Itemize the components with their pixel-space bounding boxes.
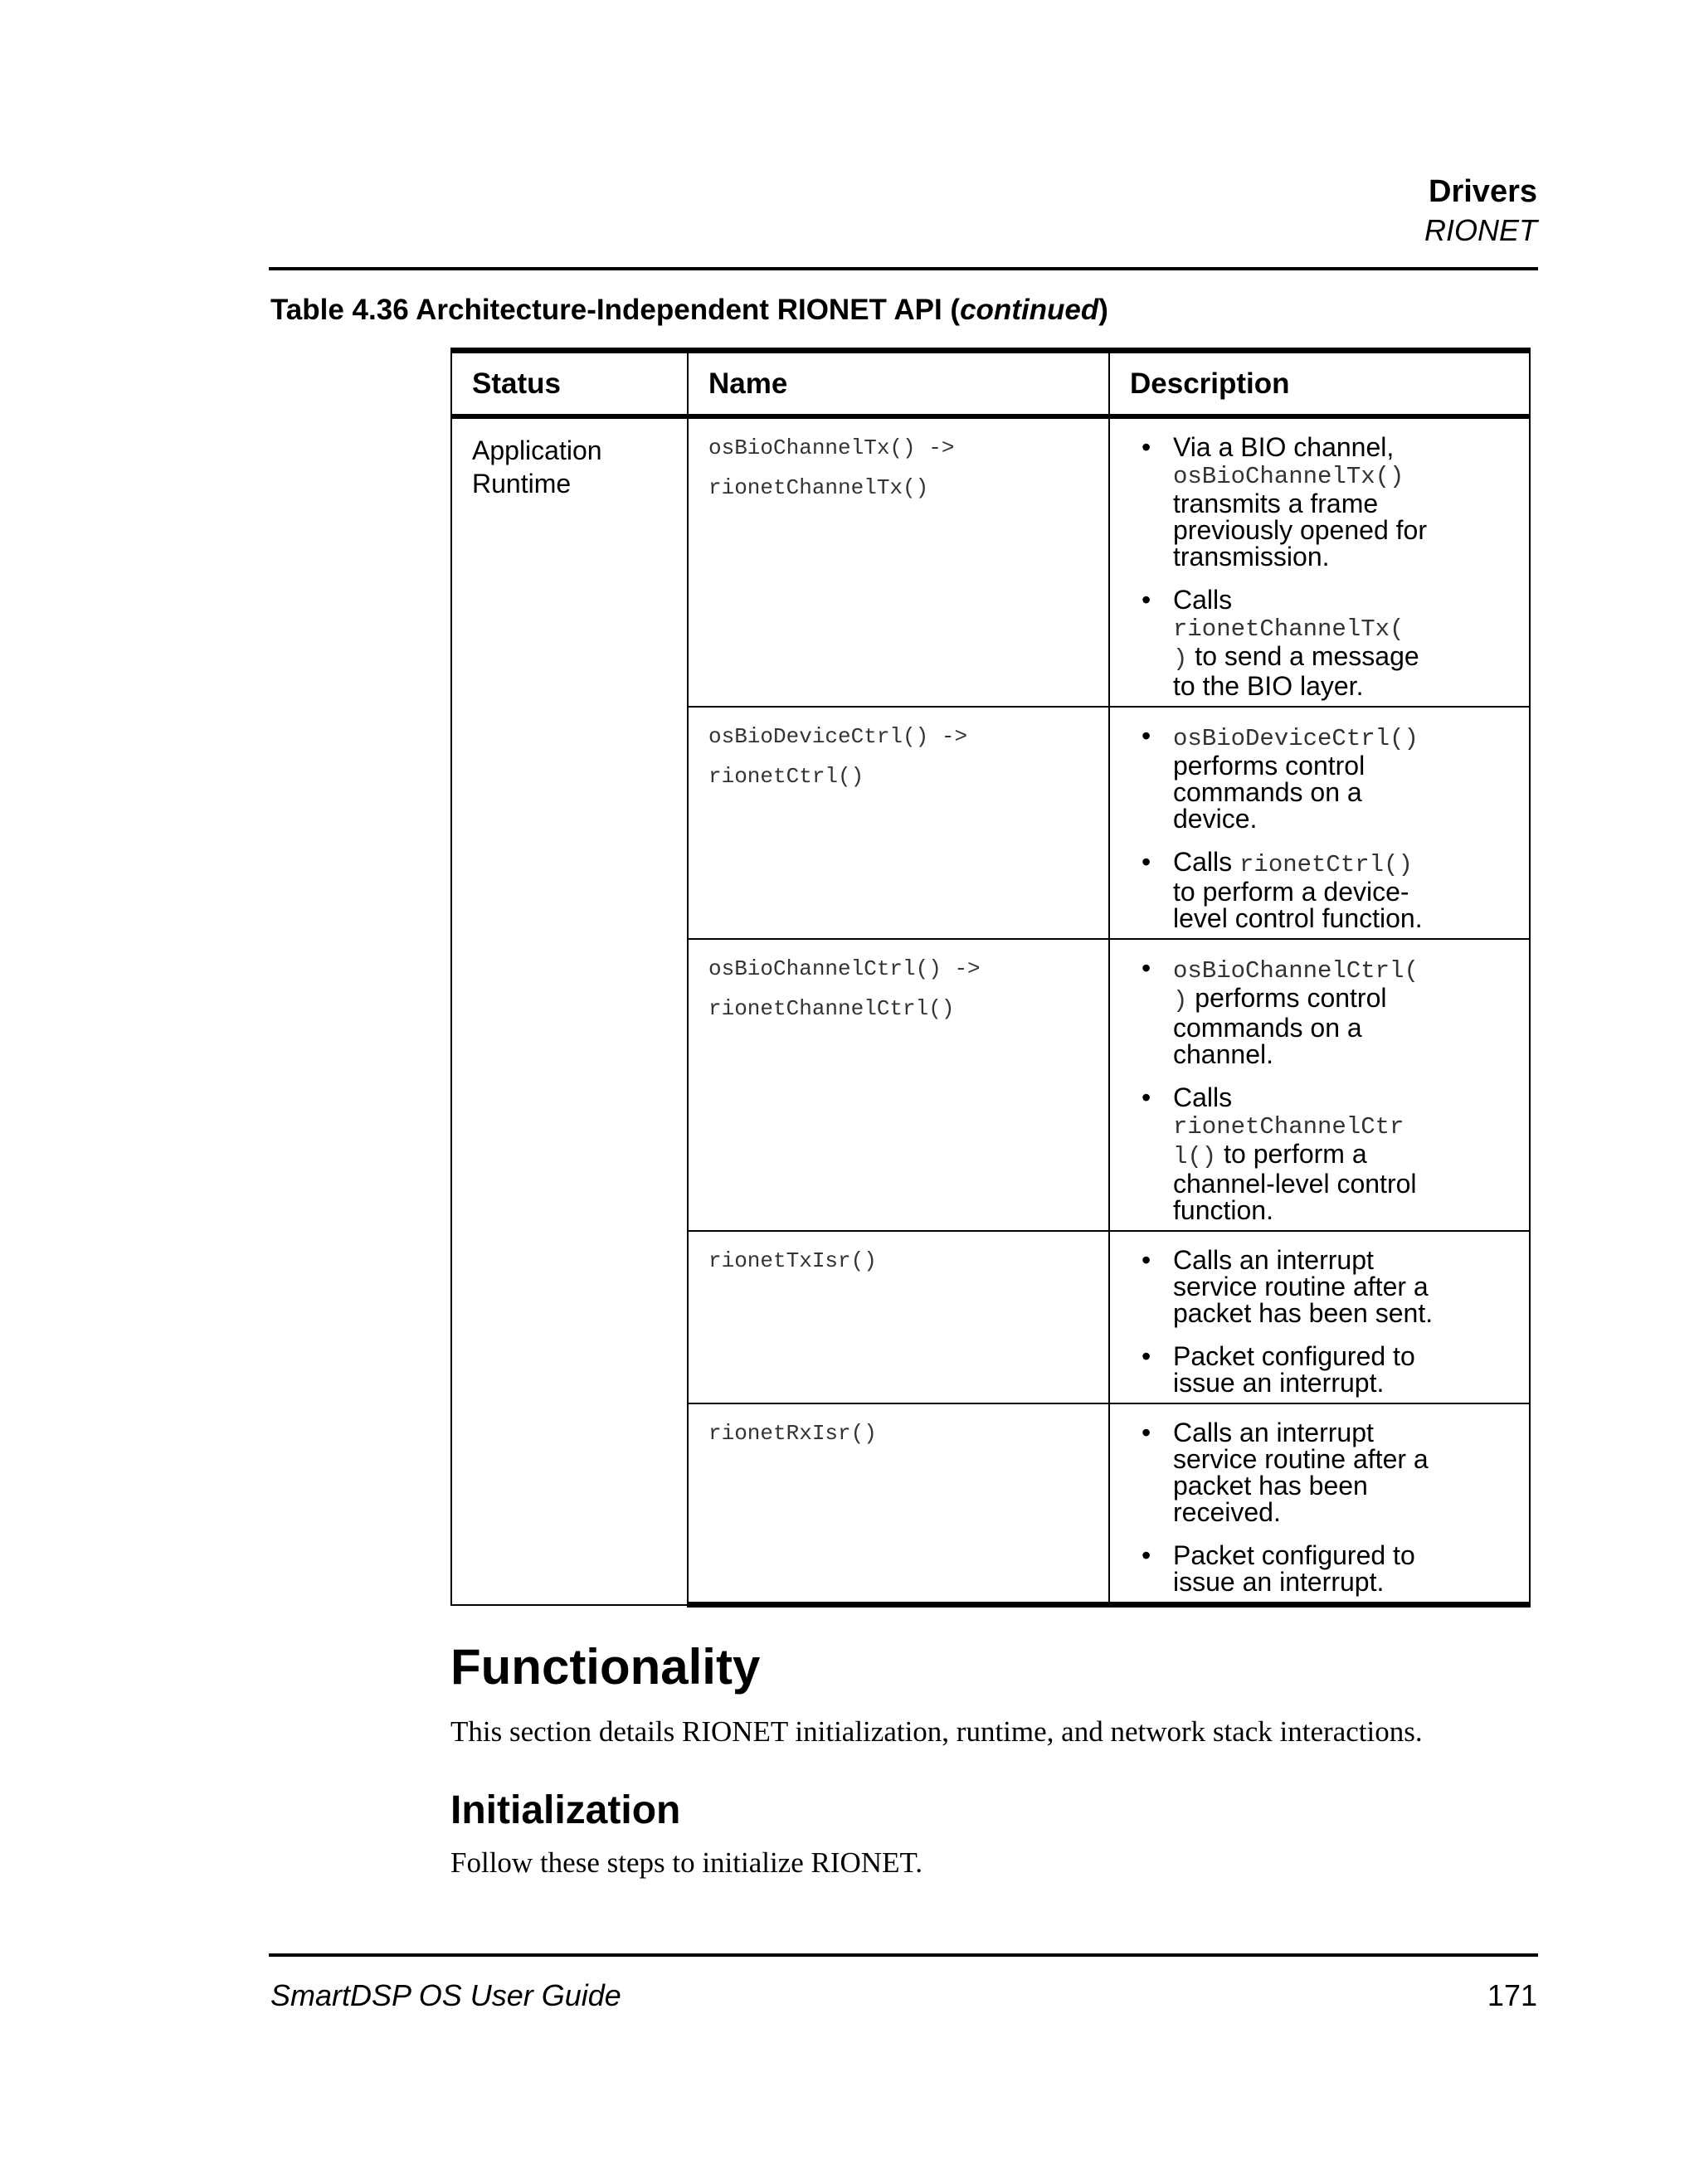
api-description-cell bbox=[1109, 416, 1530, 707]
bullet-icon: • bbox=[1142, 721, 1151, 751]
description-list bbox=[1130, 1419, 1519, 1595]
text-fragment: Calls an interrupt service routine after a packet has been sent. bbox=[1173, 1245, 1434, 1328]
description-text bbox=[1173, 1343, 1519, 1396]
api-description-cell bbox=[1109, 939, 1530, 1231]
table-caption-suffix: ) bbox=[1098, 294, 1108, 326]
text-fragment: to perform a device- level control function. bbox=[1173, 877, 1423, 933]
table-header-row bbox=[451, 351, 1530, 417]
api-name-cell bbox=[688, 939, 1109, 1231]
description-text bbox=[1173, 955, 1519, 1068]
description-bullet bbox=[1142, 1245, 1519, 1328]
api-name-line: rionetCtrl() bbox=[708, 764, 864, 789]
text-fragment: to perform a channel-level control function. bbox=[1173, 1139, 1417, 1225]
api-name-line: osBioDeviceCtrl() -> bbox=[708, 724, 968, 749]
text-fragment: transmits a frame previously opened for transmission. bbox=[1173, 489, 1427, 572]
description-text bbox=[1173, 1247, 1519, 1326]
initialization-heading: Initialization bbox=[450, 1788, 681, 1832]
text-fragment: Via a BIO channel, bbox=[1173, 432, 1395, 462]
status-text: Application Runtime bbox=[472, 435, 602, 499]
api-name-cell bbox=[688, 1231, 1109, 1403]
description-text bbox=[1173, 849, 1519, 931]
bullet-icon: • bbox=[1142, 1341, 1151, 1371]
text-fragment: Calls an interrupt service routine after a packet has been received. bbox=[1173, 1418, 1429, 1527]
description-text bbox=[1173, 1419, 1519, 1525]
api-name-cell bbox=[688, 707, 1109, 939]
text-fragment: Calls bbox=[1173, 1082, 1233, 1112]
text-fragment: performs control commands on a device. bbox=[1173, 751, 1366, 834]
description-text bbox=[1173, 1542, 1519, 1595]
description-text bbox=[1173, 586, 1519, 699]
description-bullet bbox=[1142, 1418, 1519, 1527]
code-fragment: rionetCtrl() bbox=[1239, 851, 1413, 878]
api-name-line: rionetChannelCtrl() bbox=[708, 996, 955, 1021]
text-fragment: Calls bbox=[1173, 847, 1240, 877]
column-header-status: Status bbox=[451, 351, 688, 417]
column-header-name: Name bbox=[688, 351, 1109, 417]
api-name-line: rionetRxIsr() bbox=[708, 1421, 877, 1446]
header-rule bbox=[269, 267, 1538, 270]
table-row bbox=[451, 416, 1530, 707]
running-header-section: RIONET bbox=[1424, 213, 1537, 247]
code-fragment: ) bbox=[1173, 645, 1188, 673]
text-fragment: Packet configured to issue an interrupt. bbox=[1173, 1341, 1415, 1398]
column-header-description: Description bbox=[1109, 351, 1530, 417]
table-caption-prefix: Table 4.36 Architecture-Independent RIONET API ( bbox=[270, 294, 961, 326]
code-fragment: ) bbox=[1173, 987, 1188, 1014]
description-bullet bbox=[1142, 1540, 1519, 1597]
bullet-icon: • bbox=[1142, 1418, 1151, 1447]
api-name-cell bbox=[688, 416, 1109, 707]
table-caption-continued: continued bbox=[960, 294, 1099, 326]
api-name-line: rionetChannelTx() bbox=[708, 475, 929, 500]
status-cell bbox=[451, 416, 688, 1605]
api-description-cell bbox=[1109, 1231, 1530, 1403]
description-bullet bbox=[1142, 721, 1519, 834]
api-name-line: rionetTxIsr() bbox=[708, 1248, 877, 1273]
code-fragment: osBioChannelCtrl( bbox=[1173, 957, 1419, 985]
description-list bbox=[1130, 722, 1519, 931]
api-description-cell bbox=[1109, 1403, 1530, 1605]
api-name-line: osBioChannelCtrl() -> bbox=[708, 956, 981, 981]
description-bullet bbox=[1142, 1341, 1519, 1398]
functionality-heading: Functionality bbox=[450, 1639, 761, 1695]
bullet-icon: • bbox=[1142, 432, 1151, 462]
bullet-icon: • bbox=[1142, 847, 1151, 877]
code-fragment: l() bbox=[1173, 1143, 1217, 1170]
description-bullet bbox=[1142, 585, 1519, 701]
bullet-icon: • bbox=[1142, 1540, 1151, 1570]
description-list bbox=[1130, 1247, 1519, 1396]
code-fragment: rionetChannelCtr bbox=[1173, 1113, 1404, 1141]
bullet-icon: • bbox=[1142, 1082, 1151, 1112]
api-name-line: osBioChannelTx() -> bbox=[708, 435, 955, 460]
description-bullet bbox=[1142, 847, 1519, 933]
api-name-cell bbox=[688, 1403, 1109, 1605]
description-bullet bbox=[1142, 432, 1519, 572]
description-list bbox=[1130, 434, 1519, 699]
text-fragment: Calls bbox=[1173, 585, 1233, 615]
api-table bbox=[450, 348, 1531, 1608]
initialization-body: Follow these steps to initialize RIONET. bbox=[450, 1846, 923, 1879]
bullet-icon: • bbox=[1142, 585, 1151, 615]
description-list bbox=[1130, 955, 1519, 1223]
text-fragment: to send a message to the BIO layer. bbox=[1173, 641, 1419, 701]
text-fragment: performs control commands on a channel. bbox=[1173, 983, 1387, 1069]
functionality-body: This section details RIONET initialization, runtime, and network stack interactions. bbox=[450, 1715, 1423, 1748]
description-text bbox=[1173, 1084, 1519, 1223]
description-text bbox=[1173, 722, 1519, 832]
description-bullet bbox=[1142, 953, 1519, 1069]
text-fragment: Packet configured to issue an interrupt. bbox=[1173, 1540, 1415, 1597]
api-description-cell bbox=[1109, 707, 1530, 939]
code-fragment: osBioDeviceCtrl() bbox=[1173, 725, 1419, 752]
footer-book-title: SmartDSP OS User Guide bbox=[270, 1978, 621, 2012]
description-text bbox=[1173, 434, 1519, 570]
description-bullet bbox=[1142, 1082, 1519, 1225]
table-caption bbox=[270, 293, 1108, 328]
code-fragment: osBioChannelTx() bbox=[1173, 463, 1404, 490]
bullet-icon: • bbox=[1142, 1245, 1151, 1275]
code-fragment: rionetChannelTx( bbox=[1173, 615, 1404, 643]
footer-page-number: 171 bbox=[1487, 1978, 1537, 2012]
running-header-chapter: Drivers bbox=[1429, 174, 1537, 209]
bullet-icon: • bbox=[1142, 953, 1151, 983]
footer-rule bbox=[269, 1953, 1538, 1957]
